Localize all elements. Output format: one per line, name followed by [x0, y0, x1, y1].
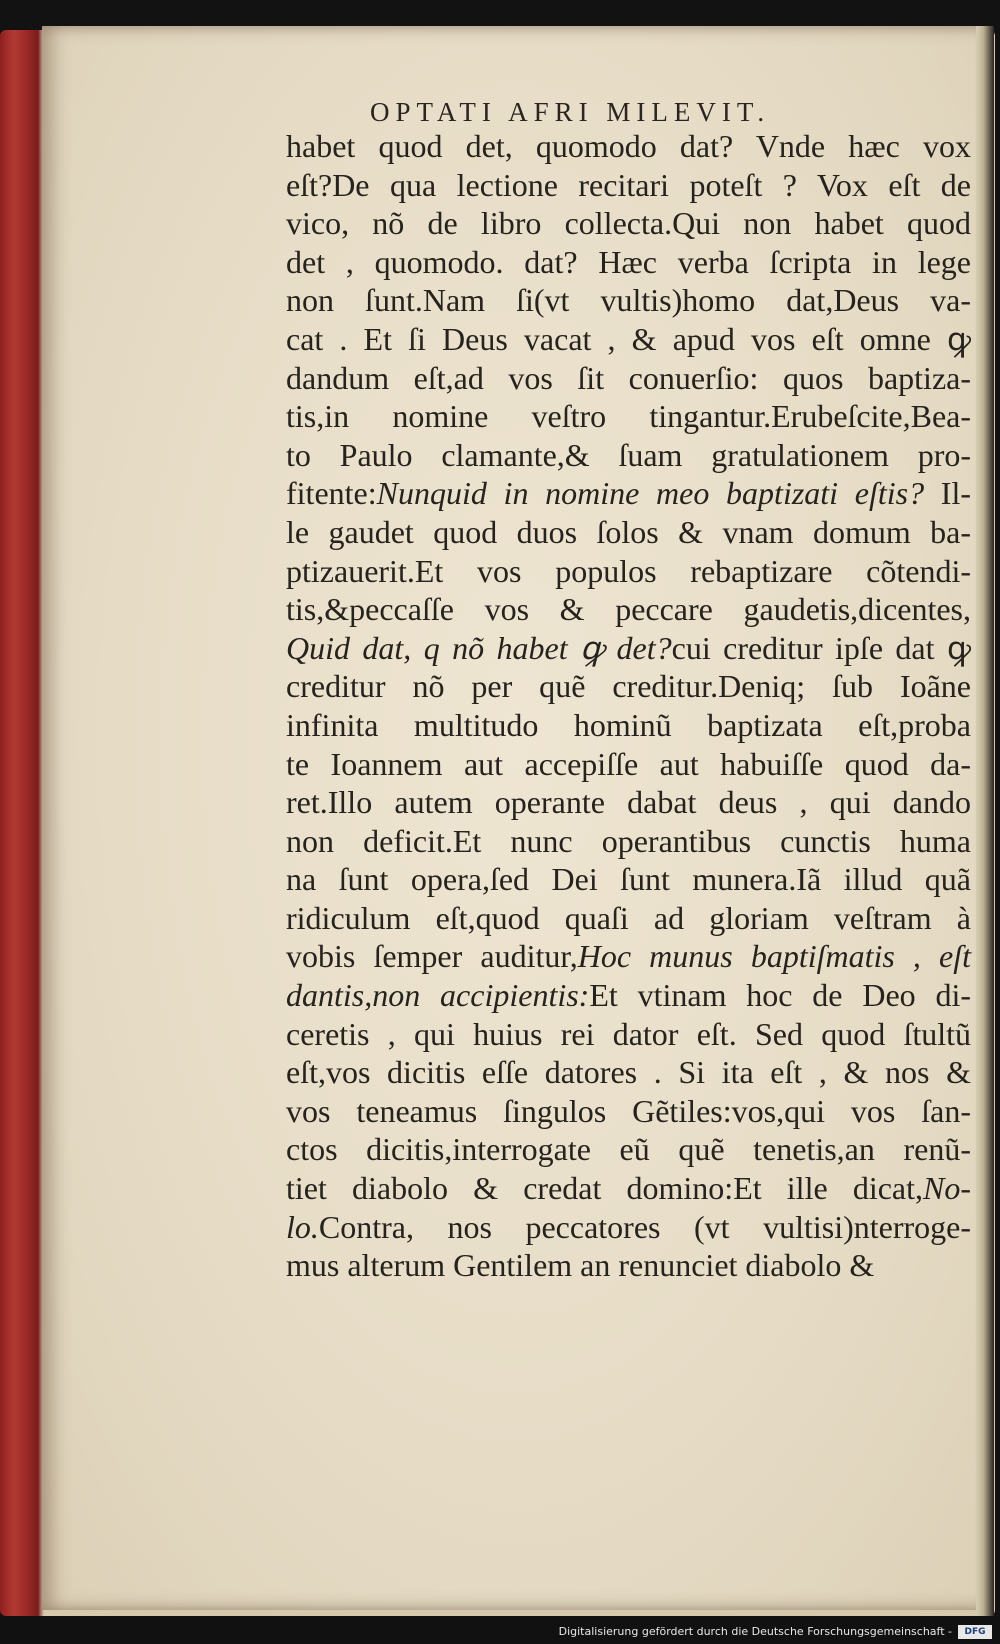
text-line	[286, 359, 971, 398]
italic-quotation: dantis,non accipientis:	[286, 977, 590, 1014]
text-run: te Ioannem aut accepiſſe aut habuiſſe quod da-	[286, 745, 971, 782]
text-line	[286, 1092, 971, 1131]
text-line	[286, 127, 971, 166]
text-line	[286, 1015, 971, 1054]
text-run: ridiculum eſt,quod quaſi ad gloriam veſtram à	[286, 899, 971, 936]
text-run: vico, nõ de libro collecta.Qui non habet quod	[286, 205, 971, 242]
text-line	[286, 822, 971, 861]
text-line	[286, 899, 971, 938]
text-run: creditur nõ per quẽ creditur.Deniq; ſub Ioãne	[286, 668, 971, 705]
dfg-logo: DFG	[958, 1625, 992, 1639]
text-line	[286, 1246, 971, 1285]
text-run: vos teneamus ſingulos Gẽtiles:vos,qui vos ſan-	[286, 1092, 971, 1129]
running-head: OPTATI AFRI MILEVIT.	[370, 97, 771, 127]
text-line	[286, 1169, 971, 1208]
text-line	[286, 397, 971, 436]
text-run: cat . Et ſi Deus vacat , & apud vos eſt omne ꝙ	[286, 320, 971, 357]
text-line	[286, 706, 971, 745]
text-line	[286, 513, 971, 552]
text-line	[286, 590, 971, 629]
text-run: eſt,vos dicitis eſſe datores . Si ita eſt , & nos &	[286, 1054, 971, 1091]
text-run: ptizauerit.Et vos populos rebaptizare cõtendi-	[286, 552, 971, 589]
text-run: fitente:	[286, 475, 377, 512]
text-line	[286, 281, 971, 320]
italic-quotation: Hoc munus baptiſmatis , eſt	[577, 938, 972, 975]
text-run: eſt?De qua lectione recitari poteſt ? Vox eſt de	[286, 166, 971, 203]
text-run: mus alterum Gentilem an renunciet diabolo &	[286, 1247, 875, 1284]
text-run: tis,&peccaſſe vos & peccare gaudetis,dicentes,	[286, 591, 971, 628]
body-text	[286, 127, 971, 1285]
text-run: non ſunt.Nam ſi(vt vultis)homo dat,Deus va-	[286, 282, 971, 319]
text-line	[286, 243, 971, 282]
digitization-credit: Digitalisierung gefördert durch die Deutsche Forschungsgemeinschaft -	[558, 1625, 952, 1638]
text-line	[286, 667, 971, 706]
text-line	[286, 552, 971, 591]
text-line	[286, 937, 971, 976]
text-line	[286, 629, 971, 668]
italic-quotation: lo.	[286, 1208, 319, 1245]
italic-quotation: Quid dat, q nõ habet ꝙ det?	[286, 629, 672, 666]
text-run: Il-	[924, 475, 972, 512]
text-line	[286, 474, 971, 513]
text-run: ceretis , qui huius rei dator eſt. Sed quod ſtultũ	[286, 1015, 971, 1052]
text-run: na ſunt opera,ſed Dei ſunt munera.Iã illud quã	[286, 861, 971, 898]
text-run: tiet diabolo & credat domino:Et ille dicat,	[286, 1170, 923, 1207]
text-run: le gaudet quod duos ſolos & vnam domum ba-	[286, 513, 971, 550]
text-run: habet quod det, quomodo dat? Vnde hæc vox	[286, 128, 971, 164]
text-line	[286, 783, 971, 822]
text-run: Et vtinam hoc de Deo di-	[589, 977, 972, 1014]
text-run: tis,in nomine veſtro tingantur.Erubeſcite,Bea-	[286, 398, 971, 435]
text-line	[286, 436, 971, 475]
text-run: Contra, nos peccatores (vt vultisi)nterroge-	[318, 1208, 971, 1245]
page-edge	[976, 26, 994, 1616]
text-run: infinita multitudo hominũ baptizata eſt,proba	[286, 706, 971, 743]
text-run: det , quomodo. dat? Hæc verba ſcripta in lege	[286, 243, 971, 280]
text-line	[286, 1053, 971, 1092]
text-line	[286, 745, 971, 784]
text-line	[286, 1130, 971, 1169]
text-line	[286, 1208, 971, 1247]
italic-quotation: No-	[923, 1170, 971, 1207]
text-run: cui creditur ipſe dat ꝙ	[671, 629, 971, 666]
text-line	[286, 204, 971, 243]
text-line	[286, 320, 971, 359]
text-run: non deficit.Et nunc operantibus cunctis huma	[286, 822, 971, 859]
text-run: vobis ſemper auditur,	[286, 938, 578, 975]
text-line	[286, 860, 971, 899]
text-line	[286, 976, 971, 1015]
text-run: ctos dicitis,interrogate eũ quẽ tenetis,an renũ-	[286, 1131, 971, 1168]
text-line	[286, 166, 971, 205]
text-run: to Paulo clamante,& ſuam gratulationem pro-	[286, 436, 971, 473]
text-run: dandum eſt,ad vos ſit conuerſio: quos baptiza-	[286, 359, 971, 396]
italic-quotation: Nunquid in nomine meo baptizati eſtis?	[376, 475, 925, 512]
text-run: ret.Illo autem operante dabat deus , qui dando	[286, 784, 971, 821]
